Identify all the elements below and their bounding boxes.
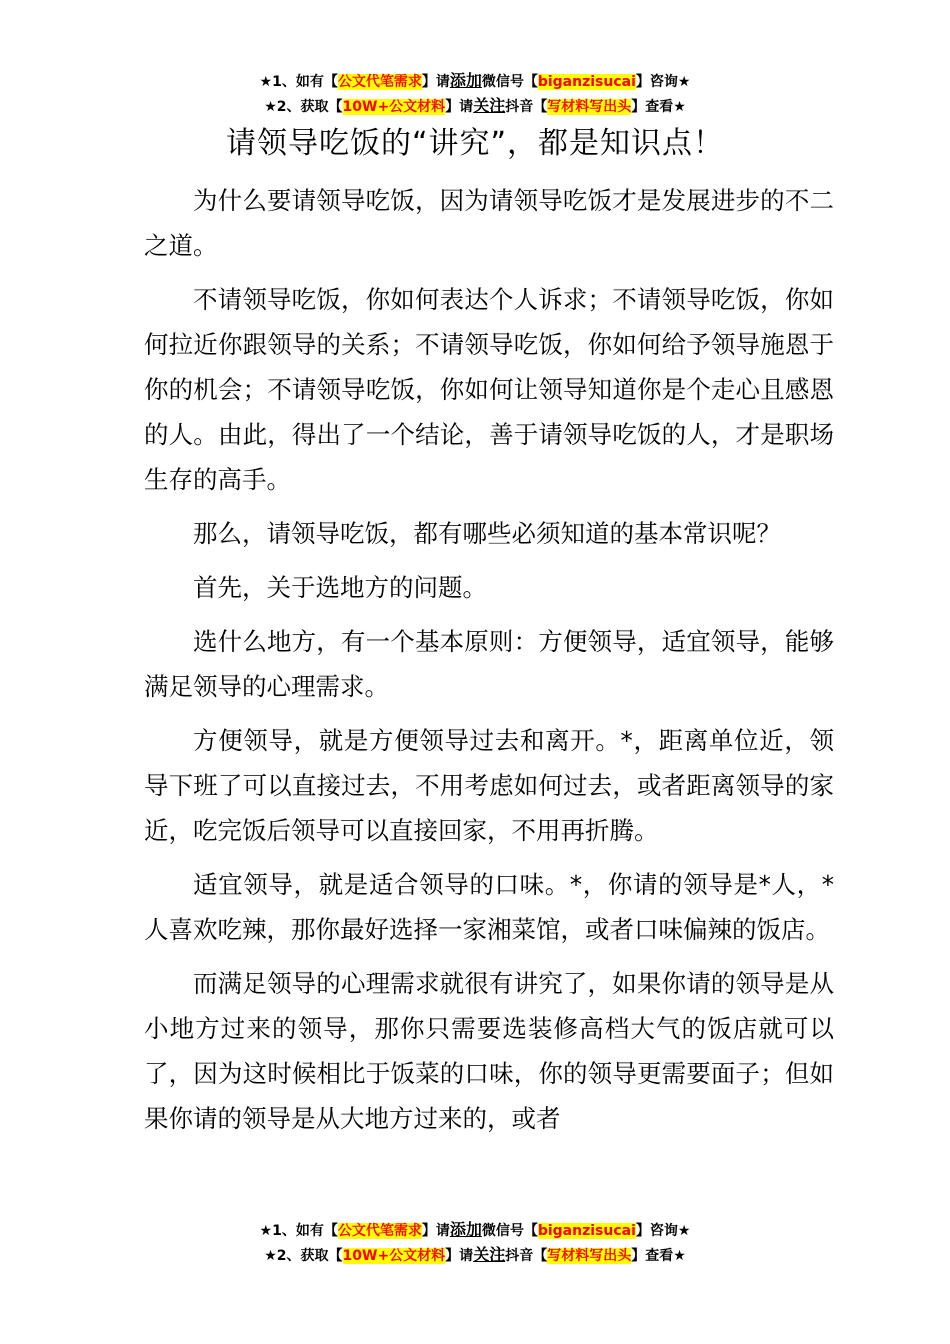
promo-highlight-douyin: 写材料写出头: [547, 1248, 632, 1264]
document-body: [144, 178, 834, 1150]
body-paragraph: 选什么地方，有一个基本原则：方便领导，适宜领导，能够满足领导的心理需求。: [144, 627, 834, 701]
promo-banner-bottom: [0, 1218, 950, 1268]
body-paragraph: 不请领导吃饭，你如何表达个人诉求；不请领导吃饭，你如何拉近你跟领导的关系；不请领导吃饭，你如何给予领导施恩于你的机会；不请领导吃饭，你如何让领导知道你是个走心且感恩的人。由此，得出了一个结论，善于请领导吃饭的人，才是职场生存的高手。: [144, 285, 834, 494]
promo-suffix: 】查看★: [631, 1248, 686, 1264]
body-paragraph: 那么，请领导吃饭，都有哪些必须知道的基本常识呢？: [193, 519, 781, 548]
promo-emphasis: 关注: [473, 1245, 506, 1264]
promo-prefix: ★1、如有【: [259, 74, 338, 90]
promo-text: 】请: [445, 99, 474, 115]
promo-highlight-materials: 10W+公文材料: [342, 99, 446, 115]
promo-suffix: 】咨询★: [635, 1223, 691, 1239]
promo-line-2: [0, 1243, 950, 1268]
promo-text: 抖音【: [505, 99, 548, 115]
body-paragraph: 而满足领导的心理需求就很有讲究了，如果你请的领导是从小地方过来的领导，那你只需要选装修高档大气的饭店就可以了，因为这时候相比于饭菜的口味，你的领导更需要面子；但如果你请的领导是从大地方过来的，或者: [144, 969, 834, 1133]
promo-text: 抖音【: [505, 1248, 548, 1264]
promo-text: 】请: [445, 1248, 474, 1264]
promo-emphasis: 添加: [449, 71, 482, 90]
promo-line-2: [0, 94, 950, 119]
promo-line-1: [0, 69, 950, 94]
promo-prefix: ★1、如有【: [259, 1223, 338, 1239]
document-title: 请领导吃饭的“讲究”，都是知识点！: [225, 126, 725, 161]
body-paragraph: 为什么要请领导吃饭，因为请领导吃饭才是发展进步的不二之道。: [144, 186, 834, 260]
promo-highlight-materials: 10W+公文材料: [342, 1248, 446, 1264]
promo-text: 】请: [421, 74, 450, 90]
promo-prefix: ★2、获取【: [264, 99, 343, 115]
promo-highlight-service: 公文代笔需求: [337, 1223, 422, 1239]
promo-banner-top: [0, 69, 950, 119]
body-paragraph: 首先，关于选地方的问题。: [193, 573, 487, 602]
body-paragraph: 方便领导，就是方便领导过去和离开。*，距离单位近，领导下班了可以直接过去，不用考虑如何过去，或者距离领导的家近，吃完饭后领导可以直接回家，不用再折腾。: [144, 726, 834, 845]
promo-emphasis: 添加: [449, 1220, 482, 1239]
promo-line-1: [0, 1218, 950, 1243]
promo-highlight-douyin: 写材料写出头: [547, 99, 632, 115]
promo-text: 微信号【: [481, 74, 538, 90]
promo-highlight-wechat: biganzisucai: [537, 1223, 636, 1239]
body-paragraph: 适宜领导，就是适合领导的口味。*，你请的领导是*人，*人喜欢吃辣，那你最好选择一家湘菜馆，或者口味偏辣的饭店。: [144, 870, 834, 944]
promo-emphasis: 关注: [473, 96, 506, 115]
promo-text: 微信号【: [481, 1223, 538, 1239]
promo-suffix: 】查看★: [631, 99, 686, 115]
promo-highlight-service: 公文代笔需求: [337, 74, 422, 90]
promo-prefix: ★2、获取【: [264, 1248, 343, 1264]
promo-suffix: 】咨询★: [635, 74, 691, 90]
promo-highlight-wechat: biganzisucai: [537, 74, 636, 90]
promo-text: 】请: [421, 1223, 450, 1239]
